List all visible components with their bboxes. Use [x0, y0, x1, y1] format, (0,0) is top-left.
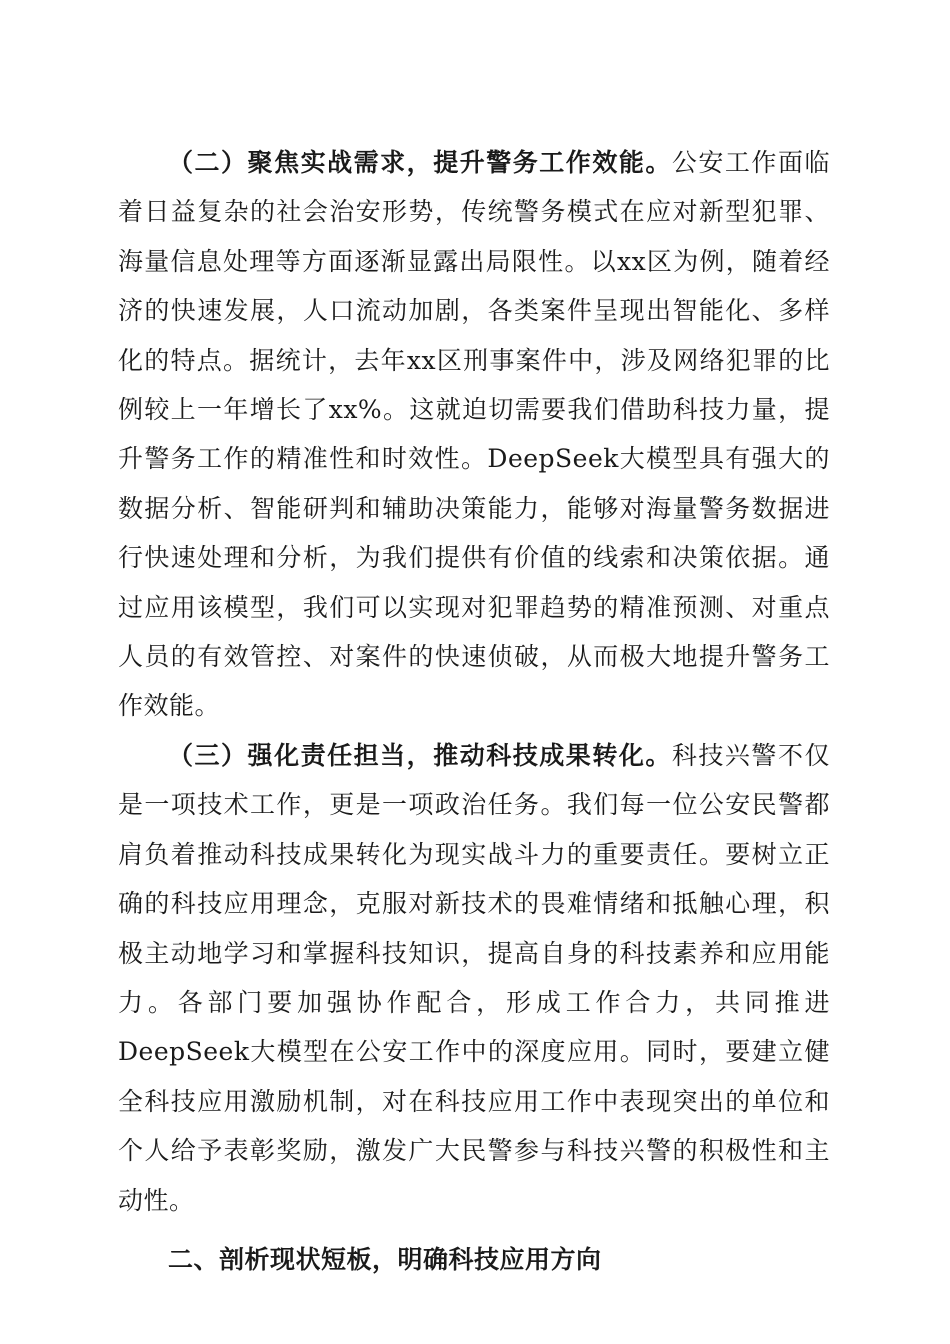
document-body	[118, 138, 830, 1284]
paragraph-three-lead: （三）强化责任担当，推动科技成果转化。	[168, 740, 672, 770]
paragraph-two	[118, 138, 830, 731]
paragraph-two-body: 公安工作面临着日益复杂的社会治安形势，传统警务模式在应对新型犯罪、海量信息处理等方面逐渐显露出局限性。以xx区为例，随着经济的快速发展，人口流动加剧，各类案件呈现出智能化、多样化的特点。据统计，去年xx区刑事案件中，涉及网络犯罪的比例较上一年增长了xx%。这就迫切需要我们借助科技力量，提升警务工作的精准性和时效性。DeepSeek大模型具有强大的数据分析、智能研判和辅助决策能力，能够对海量警务数据进行快速处理和分析，为我们提供有价值的线索和决策依据。通过应用该模型，我们可以实现对犯罪趋势的精准预测、对重点人员的有效管控、对案件的快速侦破，从而极大地提升警务工作效能。	[118, 148, 830, 721]
paragraph-two-lead: （二）聚焦实战需求，提升警务工作效能。	[168, 148, 672, 177]
paragraph-three-body: 科技兴警不仅是一项技术工作，更是一项政治任务。我们每一位公安民警都肩负着推动科技成果转化为现实战斗力的重要责任。要树立正确的科技应用理念，克服对新技术的畏难情绪和抵触心理，积极主动地学习和掌握科技知识，提高自身的科技素养和应用能力。各部门要加强协作配合，形成工作合力，共同推进DeepSeek大模型在公安工作中的深度应用。同时，要建立健全科技应用激励机制，对在科技应用工作中表现突出的单位和个人给予表彰奖励，激发广大民警参与科技兴警的积极性和主动性。	[118, 740, 830, 1215]
section-heading: 二、剖析现状短板，明确科技应用方向	[168, 1244, 602, 1274]
paragraph-three	[118, 731, 830, 1225]
